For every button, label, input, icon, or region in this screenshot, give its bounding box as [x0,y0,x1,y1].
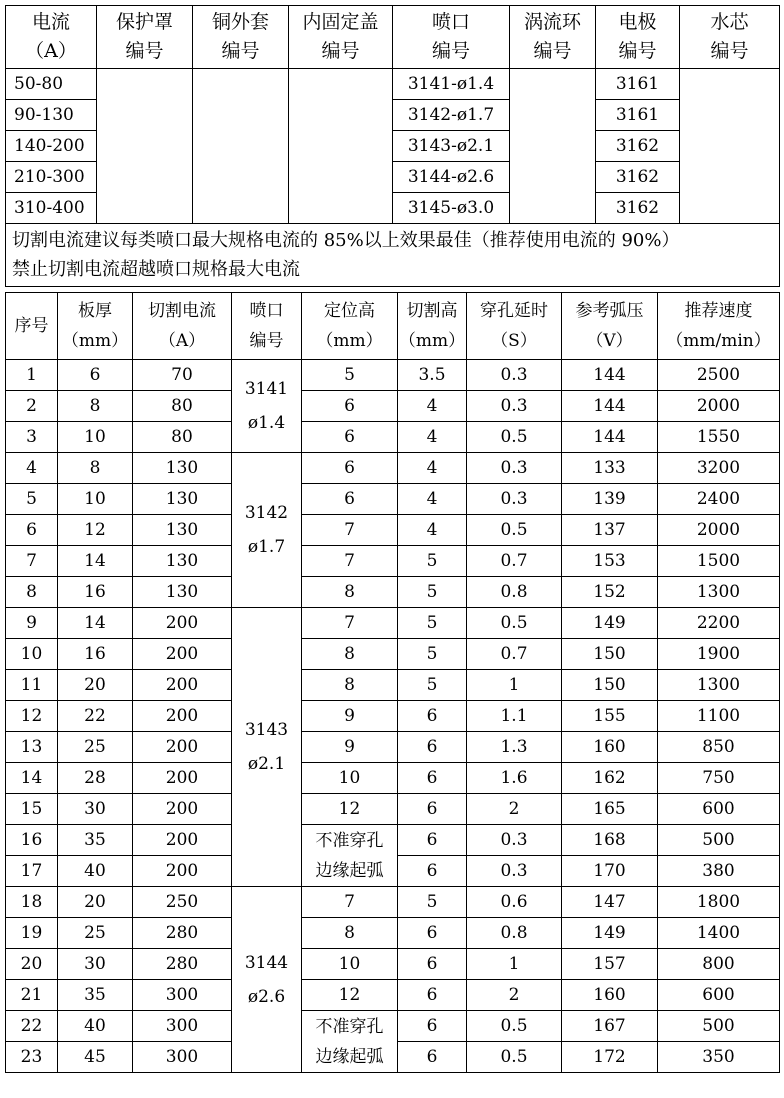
header-cell [302,293,398,360]
cell-line-1: 穿孔延时 [480,301,548,321]
pierce-delay-cell: 1 [467,949,562,980]
header-cell [133,293,232,360]
cell-line-1: 推荐速度 [684,301,753,321]
thickness-cell: 14 [58,546,133,577]
cut-speed-cell: 1400 [658,918,780,949]
cell-line-1: 涡流环 [523,11,581,33]
cell-line-2: （mm） [398,331,466,351]
cut-height-cell: 6 [398,763,467,794]
pierce-height-cell: 7 [302,608,398,639]
pierce-height-cell: 12 [302,794,398,825]
cut-speed-cell: 2000 [658,515,780,546]
cell-line-1: 内固定盖 [302,11,379,33]
nozzle-group-dia: ø2.1 [247,754,286,774]
pierce-delay-cell: 0.3 [467,391,562,422]
pierce-height-cell: 7 [302,515,398,546]
nozzle-code-cell: 3144-ø2.6 [393,162,510,193]
cut-current-cell: 80 [133,422,232,453]
row-number-cell: 12 [6,701,58,732]
cell-line-2: （A） [158,331,206,351]
pierce-delay-cell: 0.3 [467,825,562,856]
pierce-delay-cell: 2 [467,980,562,1011]
cut-speed-cell: 2500 [658,360,780,391]
row-number-cell: 9 [6,608,58,639]
cut-current-cell: 250 [133,887,232,918]
note-line-2: 禁止切割电流超越喷口规格最大电流 [12,259,300,280]
arc-voltage-cell: 153 [562,546,658,577]
cut-speed-cell: 750 [658,763,780,794]
thickness-cell: 35 [58,980,133,1011]
cell-line-1: 参考弧压 [575,301,644,321]
cut-current-cell: 70 [133,360,232,391]
cell-line-2: 编号 [533,40,572,62]
cell-line-2: （mm/min） [666,331,771,351]
table-row [6,360,780,391]
table-row [6,980,780,1011]
cut-current-cell: 280 [133,949,232,980]
pierce-delay-cell: 1.3 [467,732,562,763]
pierce-delay-cell: 0.3 [467,360,562,391]
table-row [6,887,780,918]
arc-voltage-cell: 144 [562,391,658,422]
thickness-cell: 8 [58,391,133,422]
header-cell [232,293,302,360]
nozzle-group-cell [232,360,302,453]
header-cell [97,6,193,69]
arc-voltage-cell: 165 [562,794,658,825]
electrode-code-cell: 3162 [596,131,680,162]
thickness-cell: 16 [58,577,133,608]
current-range-cell: 140-200 [6,131,97,162]
header-row [6,293,780,360]
no-pierce-line-2: 边缘起弧 [315,860,384,881]
cut-current-cell: 200 [133,701,232,732]
cut-height-cell: 4 [398,484,467,515]
pierce-height-cell: 5 [302,360,398,391]
cut-current-cell: 300 [133,980,232,1011]
thickness-cell: 12 [58,515,133,546]
arc-voltage-cell: 157 [562,949,658,980]
cell-line-1: 保护罩 [115,11,173,33]
row-number-cell: 15 [6,794,58,825]
pierce-height-cell: 12 [302,980,398,1011]
cut-height-cell: 6 [398,918,467,949]
arc-voltage-cell: 137 [562,515,658,546]
thickness-cell: 14 [58,608,133,639]
consumables-table [5,5,780,287]
arc-voltage-cell: 167 [562,1011,658,1042]
header-cell [6,6,97,69]
pierce-delay-cell: 0.5 [467,1042,562,1073]
pierce-delay-cell: 0.5 [467,515,562,546]
cell-line-1: 电流 [31,11,70,33]
no-pierce-note-cell [302,825,398,887]
cut-speed-cell: 1500 [658,546,780,577]
row-number-cell: 16 [6,825,58,856]
table-row [6,69,780,100]
arc-voltage-cell: 149 [562,918,658,949]
pierce-height-cell: 9 [302,701,398,732]
cell-line-2: （mm） [316,331,383,351]
cut-height-cell: 6 [398,980,467,1011]
cell-line-1: 序号 [14,316,49,336]
table-row [6,701,780,732]
cell-line-2: 编号 [249,331,284,351]
retaining-cap-cell [289,69,393,224]
nozzle-group-cell [232,453,302,608]
cut-speed-cell: 2000 [658,391,780,422]
header-row [6,6,780,69]
cell-line-2: 编号 [125,40,164,62]
pierce-height-cell: 7 [302,887,398,918]
cut-current-cell: 200 [133,825,232,856]
pierce-delay-cell: 0.3 [467,856,562,887]
no-pierce-line-1: 不准穿孔 [315,830,384,851]
pierce-height-cell: 7 [302,546,398,577]
cut-speed-cell: 850 [658,732,780,763]
cut-current-cell: 200 [133,670,232,701]
pierce-height-cell: 8 [302,577,398,608]
thickness-cell: 22 [58,701,133,732]
cut-speed-cell: 600 [658,794,780,825]
header-cell [596,6,680,69]
table-row [6,670,780,701]
arc-voltage-cell: 150 [562,670,658,701]
nozzle-group-cell [232,887,302,1073]
nozzle-group-code: 3143 [244,720,289,740]
row-number-cell: 8 [6,577,58,608]
thickness-cell: 6 [58,360,133,391]
cut-current-cell: 130 [133,546,232,577]
header-cell [398,293,467,360]
thickness-cell: 35 [58,825,133,856]
cut-speed-cell: 350 [658,1042,780,1073]
pierce-height-cell: 8 [302,670,398,701]
nozzle-code-cell: 3143-ø2.1 [393,131,510,162]
cut-speed-cell: 3200 [658,453,780,484]
pierce-delay-cell: 0.5 [467,608,562,639]
nozzle-group-code: 3144 [244,952,289,973]
header-cell [467,293,562,360]
cut-height-cell: 4 [398,391,467,422]
thickness-cell: 8 [58,453,133,484]
cell-line-1: 喷口 [249,301,284,321]
cell-line-2: 编号 [221,40,260,62]
table-row [6,763,780,794]
cut-current-cell: 300 [133,1042,232,1073]
header-cell [658,293,780,360]
cut-current-cell: 200 [133,794,232,825]
row-number-cell: 18 [6,887,58,918]
cut-height-cell: 5 [398,887,467,918]
thickness-cell: 10 [58,422,133,453]
header-cell [510,6,596,69]
cut-height-cell: 6 [398,949,467,980]
header-cell [393,6,510,69]
pierce-delay-cell: 0.7 [467,639,562,670]
header-cell [58,293,133,360]
nozzle-group-dia: ø1.4 [247,413,286,433]
row-number-cell: 13 [6,732,58,763]
cut-speed-cell: 1300 [658,577,780,608]
thickness-cell: 30 [58,794,133,825]
nozzle-group-code: 3141 [244,379,289,399]
row-number-cell: 19 [6,918,58,949]
pierce-height-cell: 6 [302,453,398,484]
cut-current-cell: 200 [133,608,232,639]
cut-current-cell: 130 [133,515,232,546]
cut-height-cell: 4 [398,422,467,453]
nozzle-code-cell: 3141-ø1.4 [393,69,510,100]
arc-voltage-cell: 147 [562,887,658,918]
cut-speed-cell: 500 [658,825,780,856]
table-row [6,608,780,639]
pierce-delay-cell: 1.6 [467,763,562,794]
row-number-cell: 17 [6,856,58,887]
cell-line-2: （S） [491,331,537,351]
cut-height-cell: 6 [398,701,467,732]
table-row [6,391,780,422]
cut-current-cell: 130 [133,577,232,608]
pierce-delay-cell: 0.8 [467,577,562,608]
table-row [6,546,780,577]
pierce-height-cell: 6 [302,484,398,515]
table-row [6,453,780,484]
table-row [6,639,780,670]
nozzle-group-cell [232,608,302,887]
cut-height-cell: 5 [398,546,467,577]
cut-speed-cell: 380 [658,856,780,887]
table-row [6,949,780,980]
arc-voltage-cell: 144 [562,422,658,453]
cut-speed-cell: 1300 [658,670,780,701]
cut-speed-cell: 1800 [658,887,780,918]
pierce-delay-cell: 0.5 [467,1011,562,1042]
nozzle-group-code: 3142 [244,503,289,523]
pierce-height-cell: 8 [302,918,398,949]
cut-current-cell: 280 [133,918,232,949]
cell-line-2: （V） [586,331,633,351]
pierce-delay-cell: 1.1 [467,701,562,732]
table-row [6,825,780,856]
cut-height-cell: 5 [398,577,467,608]
row-number-cell: 7 [6,546,58,577]
pierce-height-cell: 8 [302,639,398,670]
arc-voltage-cell: 168 [562,825,658,856]
cut-height-cell: 6 [398,794,467,825]
pierce-delay-cell: 0.6 [467,887,562,918]
note-cell [6,224,780,287]
current-range-cell: 310-400 [6,193,97,224]
cell-line-1: 定位高 [324,301,375,321]
row-number-cell: 2 [6,391,58,422]
header-cell [289,6,393,69]
electrode-code-cell: 3161 [596,100,680,131]
pierce-delay-cell: 0.3 [467,453,562,484]
current-range-cell: 210-300 [6,162,97,193]
cut-height-cell: 5 [398,639,467,670]
electrode-code-cell: 3162 [596,162,680,193]
row-number-cell: 23 [6,1042,58,1073]
arc-voltage-cell: 162 [562,763,658,794]
cell-line-1: 水芯 [710,11,749,33]
arc-voltage-cell: 170 [562,856,658,887]
current-range-cell: 50-80 [6,69,97,100]
nozzle-group-dia: ø1.7 [247,537,286,557]
cutting-parameters-table [5,292,780,1073]
arc-voltage-cell: 149 [562,608,658,639]
cell-line-2: 编号 [618,40,657,62]
arc-voltage-cell: 139 [562,484,658,515]
pierce-height-cell: 6 [302,422,398,453]
cut-speed-cell: 500 [658,1011,780,1042]
pierce-height-cell: 10 [302,949,398,980]
cell-line-1: 切割电流 [148,301,216,321]
cell-line-1: 切割高 [406,301,458,321]
cut-current-cell: 200 [133,763,232,794]
row-number-cell: 3 [6,422,58,453]
cut-speed-cell: 1100 [658,701,780,732]
row-number-cell: 22 [6,1011,58,1042]
pierce-delay-cell: 0.3 [467,484,562,515]
electrode-code-cell: 3162 [596,193,680,224]
cut-height-cell: 6 [398,732,467,763]
cut-current-cell: 130 [133,453,232,484]
cut-speed-cell: 600 [658,980,780,1011]
cell-line-2: 编号 [321,40,360,62]
cell-line-2: 编号 [710,40,749,62]
row-number-cell: 5 [6,484,58,515]
pierce-delay-cell: 0.8 [467,918,562,949]
arc-voltage-cell: 144 [562,360,658,391]
thickness-cell: 20 [58,887,133,918]
thickness-cell: 25 [58,918,133,949]
arc-voltage-cell: 160 [562,980,658,1011]
cut-height-cell: 3.5 [398,360,467,391]
table-row [6,422,780,453]
swirl-ring-cell [510,69,596,224]
row-number-cell: 6 [6,515,58,546]
cell-line-1: 电极 [618,11,657,33]
row-number-cell: 10 [6,639,58,670]
table-row [6,515,780,546]
cut-current-cell: 130 [133,484,232,515]
thickness-cell: 28 [58,763,133,794]
cut-height-cell: 6 [398,1011,467,1042]
nozzle-code-cell: 3145-ø3.0 [393,193,510,224]
pierce-height-cell: 9 [302,732,398,763]
table-row [6,577,780,608]
no-pierce-line-1: 不准穿孔 [315,1016,384,1037]
arc-voltage-cell: 160 [562,732,658,763]
table-row [6,918,780,949]
thickness-cell: 16 [58,639,133,670]
no-pierce-note-cell [302,1011,398,1073]
cut-speed-cell: 2200 [658,608,780,639]
row-number-cell: 14 [6,763,58,794]
cell-line-1: 铜外套 [211,11,269,33]
row-number-cell: 1 [6,360,58,391]
copper-sleeve-cell [193,69,289,224]
cut-height-cell: 4 [398,453,467,484]
water-tube-cell [680,69,780,224]
shield-cap-cell [97,69,193,224]
note-row [6,224,780,287]
cell-line-2: （A） [25,40,77,62]
row-number-cell: 4 [6,453,58,484]
pierce-delay-cell: 0.7 [467,546,562,577]
cut-speed-cell: 1550 [658,422,780,453]
nozzle-code-cell: 3142-ø1.7 [393,100,510,131]
cut-height-cell: 4 [398,515,467,546]
pierce-height-cell: 10 [302,763,398,794]
cut-height-cell: 6 [398,1042,467,1073]
cell-line-2: 编号 [431,40,470,62]
pierce-height-cell: 6 [302,391,398,422]
current-range-cell: 90-130 [6,100,97,131]
table-row [6,1011,780,1042]
no-pierce-line-2: 边缘起弧 [315,1046,384,1067]
arc-voltage-cell: 172 [562,1042,658,1073]
cut-speed-cell: 1900 [658,639,780,670]
arc-voltage-cell: 150 [562,639,658,670]
thickness-cell: 40 [58,856,133,887]
arc-voltage-cell: 155 [562,701,658,732]
cell-line-2: （mm） [61,331,129,351]
header-cell [193,6,289,69]
electrode-code-cell: 3161 [596,69,680,100]
cut-current-cell: 80 [133,391,232,422]
cut-speed-cell: 800 [658,949,780,980]
row-number-cell: 11 [6,670,58,701]
thickness-cell: 20 [58,670,133,701]
cut-height-cell: 6 [398,856,467,887]
cut-speed-cell: 2400 [658,484,780,515]
header-cell [680,6,780,69]
thickness-cell: 40 [58,1011,133,1042]
row-number-cell: 21 [6,980,58,1011]
row-number-cell: 20 [6,949,58,980]
cut-current-cell: 300 [133,1011,232,1042]
cell-line-1: 板厚 [78,301,112,321]
table-row [6,732,780,763]
note-line-1: 切割电流建议每类喷口最大规格电流的 85%以上效果最佳（推荐使用电流的 90%） [12,230,680,251]
cut-current-cell: 200 [133,856,232,887]
arc-voltage-cell: 152 [562,577,658,608]
header-cell [6,293,58,360]
thickness-cell: 25 [58,732,133,763]
table-row [6,794,780,825]
cut-current-cell: 200 [133,639,232,670]
cut-current-cell: 200 [133,732,232,763]
thickness-cell: 45 [58,1042,133,1073]
cell-line-1: 喷口 [431,11,470,33]
header-cell [562,293,658,360]
table-row [6,484,780,515]
thickness-cell: 10 [58,484,133,515]
arc-voltage-cell: 133 [562,453,658,484]
pierce-delay-cell: 2 [467,794,562,825]
cut-height-cell: 6 [398,825,467,856]
pierce-delay-cell: 0.5 [467,422,562,453]
nozzle-group-dia: ø2.6 [247,986,286,1007]
thickness-cell: 30 [58,949,133,980]
pierce-delay-cell: 1 [467,670,562,701]
cut-height-cell: 5 [398,608,467,639]
cut-height-cell: 5 [398,670,467,701]
